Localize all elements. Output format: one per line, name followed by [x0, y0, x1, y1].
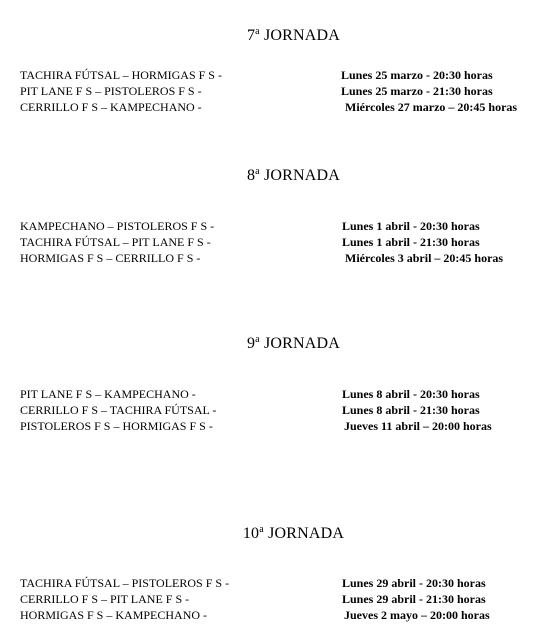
- ordinal-indicator: a: [255, 334, 260, 345]
- jornada-label: JORNADA: [263, 27, 341, 44]
- match-teams: TACHIRA FÚTSAL – HORMIGAS F S -: [20, 68, 222, 82]
- match-row: [0, 250, 550, 266]
- match-teams: CERRILLO F S – PIT LANE F S -: [20, 592, 190, 606]
- match-row: [0, 83, 550, 99]
- match-teams: PIT LANE F S – KAMPECHANO -: [20, 387, 196, 401]
- match-teams: TACHIRA FÚTSAL – PISTOLEROS F S -: [20, 576, 230, 590]
- match-row: [0, 402, 550, 418]
- match-row: [0, 99, 550, 115]
- jornada-label: JORNADA: [268, 525, 345, 542]
- match-teams: KAMPECHANO – PISTOLEROS F S -: [20, 219, 215, 233]
- ordinal-indicator: a: [255, 166, 260, 177]
- jornada-number: 8: [246, 167, 256, 184]
- match-row: [0, 234, 550, 250]
- match-row: [0, 575, 550, 591]
- jornada-8-heading: [0, 166, 550, 185]
- match-teams: PISTOLEROS F S – HORMIGAS F S -: [20, 419, 213, 433]
- match-teams: CERRILLO F S – KAMPECHANO -: [20, 100, 202, 114]
- match-time: Lunes 1 abril - 20:30 horas: [342, 219, 480, 233]
- match-row: [0, 67, 550, 83]
- jornada-number: 10: [242, 525, 260, 542]
- match-teams: PIT LANE F S – PISTOLEROS F S -: [20, 84, 202, 98]
- match-row: [0, 591, 550, 607]
- match-time: Lunes 1 abril - 21:30 horas: [342, 235, 480, 249]
- match-teams: HORMIGAS F S – KAMPECHANO -: [20, 608, 208, 622]
- jornada-number: 7: [246, 27, 256, 44]
- jornada-10-heading: [0, 524, 550, 543]
- match-time: Lunes 8 abril - 21:30 horas: [342, 403, 480, 417]
- match-row: [0, 386, 550, 402]
- match-time: Lunes 29 abril - 20:30 horas: [342, 576, 486, 590]
- match-time: Jueves 11 abril – 20:00 horas: [344, 419, 492, 433]
- match-teams: CERRILLO F S – TACHIRA FÚTSAL -: [20, 403, 217, 417]
- match-teams: HORMIGAS F S – CERRILLO F S -: [20, 251, 201, 265]
- match-time: Miércoles 3 abril – 20:45 horas: [345, 251, 504, 265]
- match-row: [0, 418, 550, 434]
- match-time: Lunes 25 marzo - 20:30 horas: [341, 68, 493, 82]
- jornada-label: JORNADA: [263, 335, 341, 352]
- match-time: Miércoles 27 marzo – 20:45 horas: [345, 100, 518, 114]
- match-time: Lunes 8 abril - 20:30 horas: [342, 387, 480, 401]
- match-row: [0, 607, 550, 623]
- jornada-label: JORNADA: [263, 167, 341, 184]
- jornada-7-heading: [0, 26, 550, 45]
- match-time: Jueves 2 mayo – 20:00 horas: [344, 608, 490, 622]
- jornada-9-heading: [0, 334, 550, 353]
- match-time: Lunes 29 abril - 21:30 horas: [342, 592, 486, 606]
- match-row: [0, 218, 550, 234]
- match-teams: TACHIRA FÚTSAL – PIT LANE F S -: [20, 235, 211, 249]
- match-time: Lunes 25 marzo - 21:30 horas: [341, 84, 493, 98]
- ordinal-indicator: a: [259, 524, 264, 535]
- jornada-number: 9: [246, 335, 256, 352]
- ordinal-indicator: a: [255, 26, 260, 37]
